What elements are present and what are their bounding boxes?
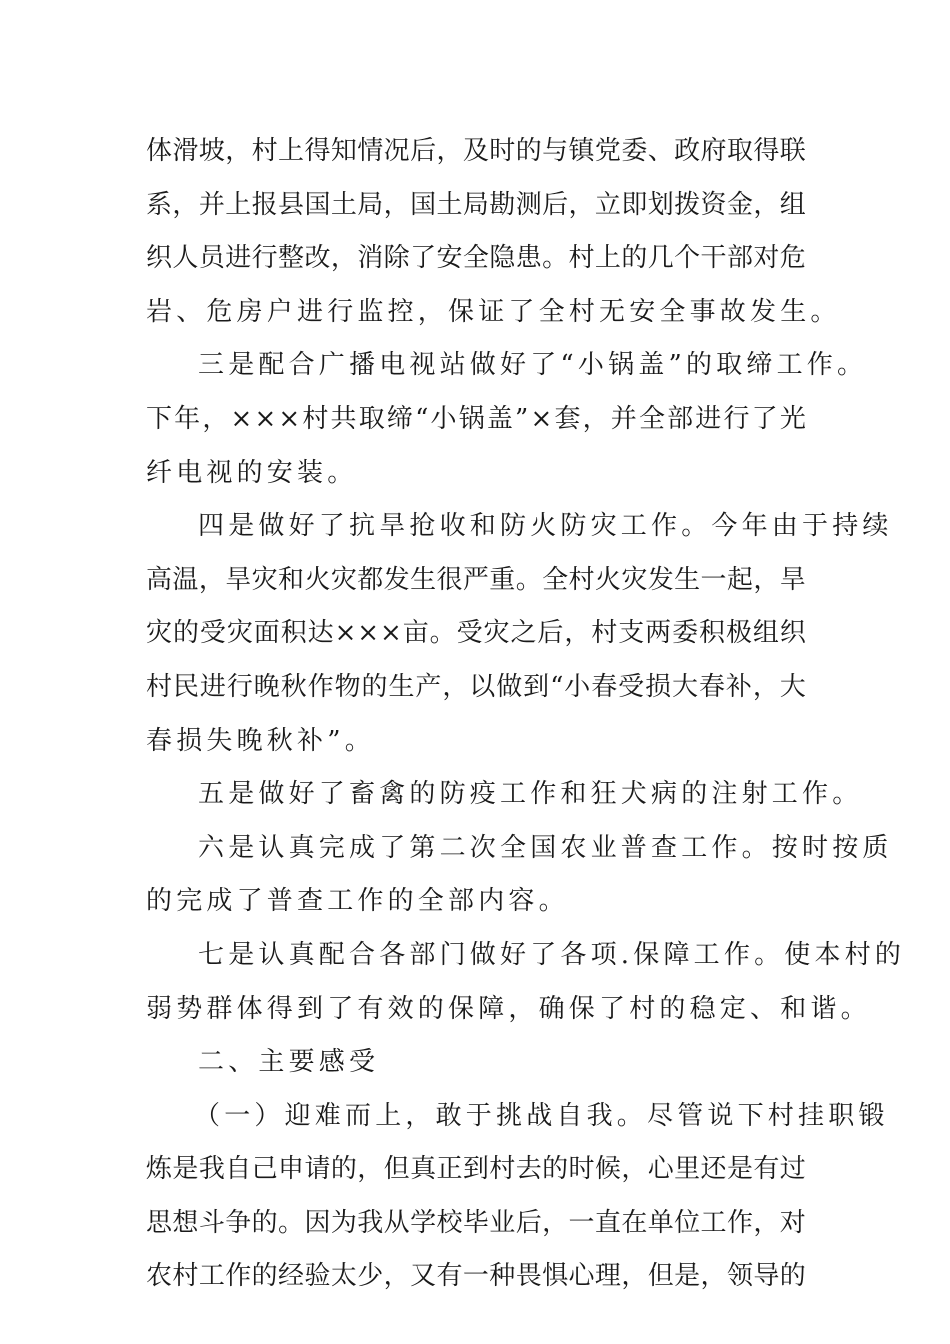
text-line: 灾 的 受 灾 面 积 达 × × × 亩 。 受 灾 之 后 ， 村 支 两 委 积 极 组 织 (146, 618, 806, 649)
paragraph-start-line: 六是认真完成了第二次全国农业普查工作。按时按质 (198, 832, 893, 863)
text-line: 纤电视的安装。 (146, 457, 358, 488)
text-line: 炼 是 我 自 己 申 请 的 ， 但 真 正 到 村 去 的 时 候 ， 心 里 还 是 有 过 (146, 1154, 806, 1185)
text-line: 农 村 工 作 的 经 验 太 少 ， 又 有 一 种 畏 惧 心 理 ， 但 是 ， 领 导 的 (146, 1261, 806, 1292)
paragraph-start-line: 三是配合广播电视站做好了“小锅盖”的取缔工作。 (198, 350, 868, 381)
text-line: 思 想 斗 争 的 。 因 为 我 从 学 校 毕 业 后 ， 一 直 在 单 位 工 作 ， 对 (146, 1207, 806, 1238)
paragraph-start-line: 四是做好了抗旱抢收和防火防灾工作。今年由于持续 (198, 511, 893, 542)
text-line: 体 滑 坡 ， 村 上 得 知 情 况 后 ， 及 时 的 与 镇 党 委 、 政 府 取 得 联 (146, 136, 806, 166)
text-line: 岩、危房户进行监控，保证了全村无安全事故发生。 (146, 296, 841, 327)
section-heading: 二、主要感受 (198, 1047, 380, 1078)
text-line: 系 ， 并 上 报 县 国 土 局 ， 国 土 局 勘 测 后 ， 立 即 划 拨 资 金 ， 组 (146, 189, 806, 220)
subsection-heading-line: （一）迎难而上，敢于挑战自我。尽管说下村挂职锻 (194, 1100, 889, 1131)
text-line: 的完成了普查工作的全部内容。 (146, 886, 569, 917)
text-line: 弱势群体得到了有效的保障，确保了村的稳定、和谐。 (146, 993, 871, 1024)
text-line: 村 民 进 行 晚 秋 作 物 的 生 产 ， 以 做 到 “ 小 春 受 损 大 春 补 ， 大 (146, 671, 806, 702)
text-line: 春损失晚秋补”。 (146, 725, 375, 756)
text-line: 高 温 ， 旱 灾 和 火 灾 都 发 生 很 严 重 。 全 村 火 灾 发 生 一 起 ， 旱 (146, 564, 806, 595)
text-line: 下 年 ， × × × 村 共 取 缔 “ 小 锅 盖 ” × 套 ， 并 全 部 进 行 了 光 (146, 403, 806, 434)
document-body (146, 125, 906, 1304)
paragraph-start-line: 七是认真配合各部门做好了各项.保障工作。使本村的 (198, 939, 906, 970)
paragraph-start-line: 五是做好了畜禽的防疫工作和狂犬病的注射工作。 (198, 779, 863, 810)
text-line: 织 人 员 进 行 整 改 ， 消 除 了 安 全 隐 患 。 村 上 的 几 个 干 部 对 危 (146, 243, 806, 274)
